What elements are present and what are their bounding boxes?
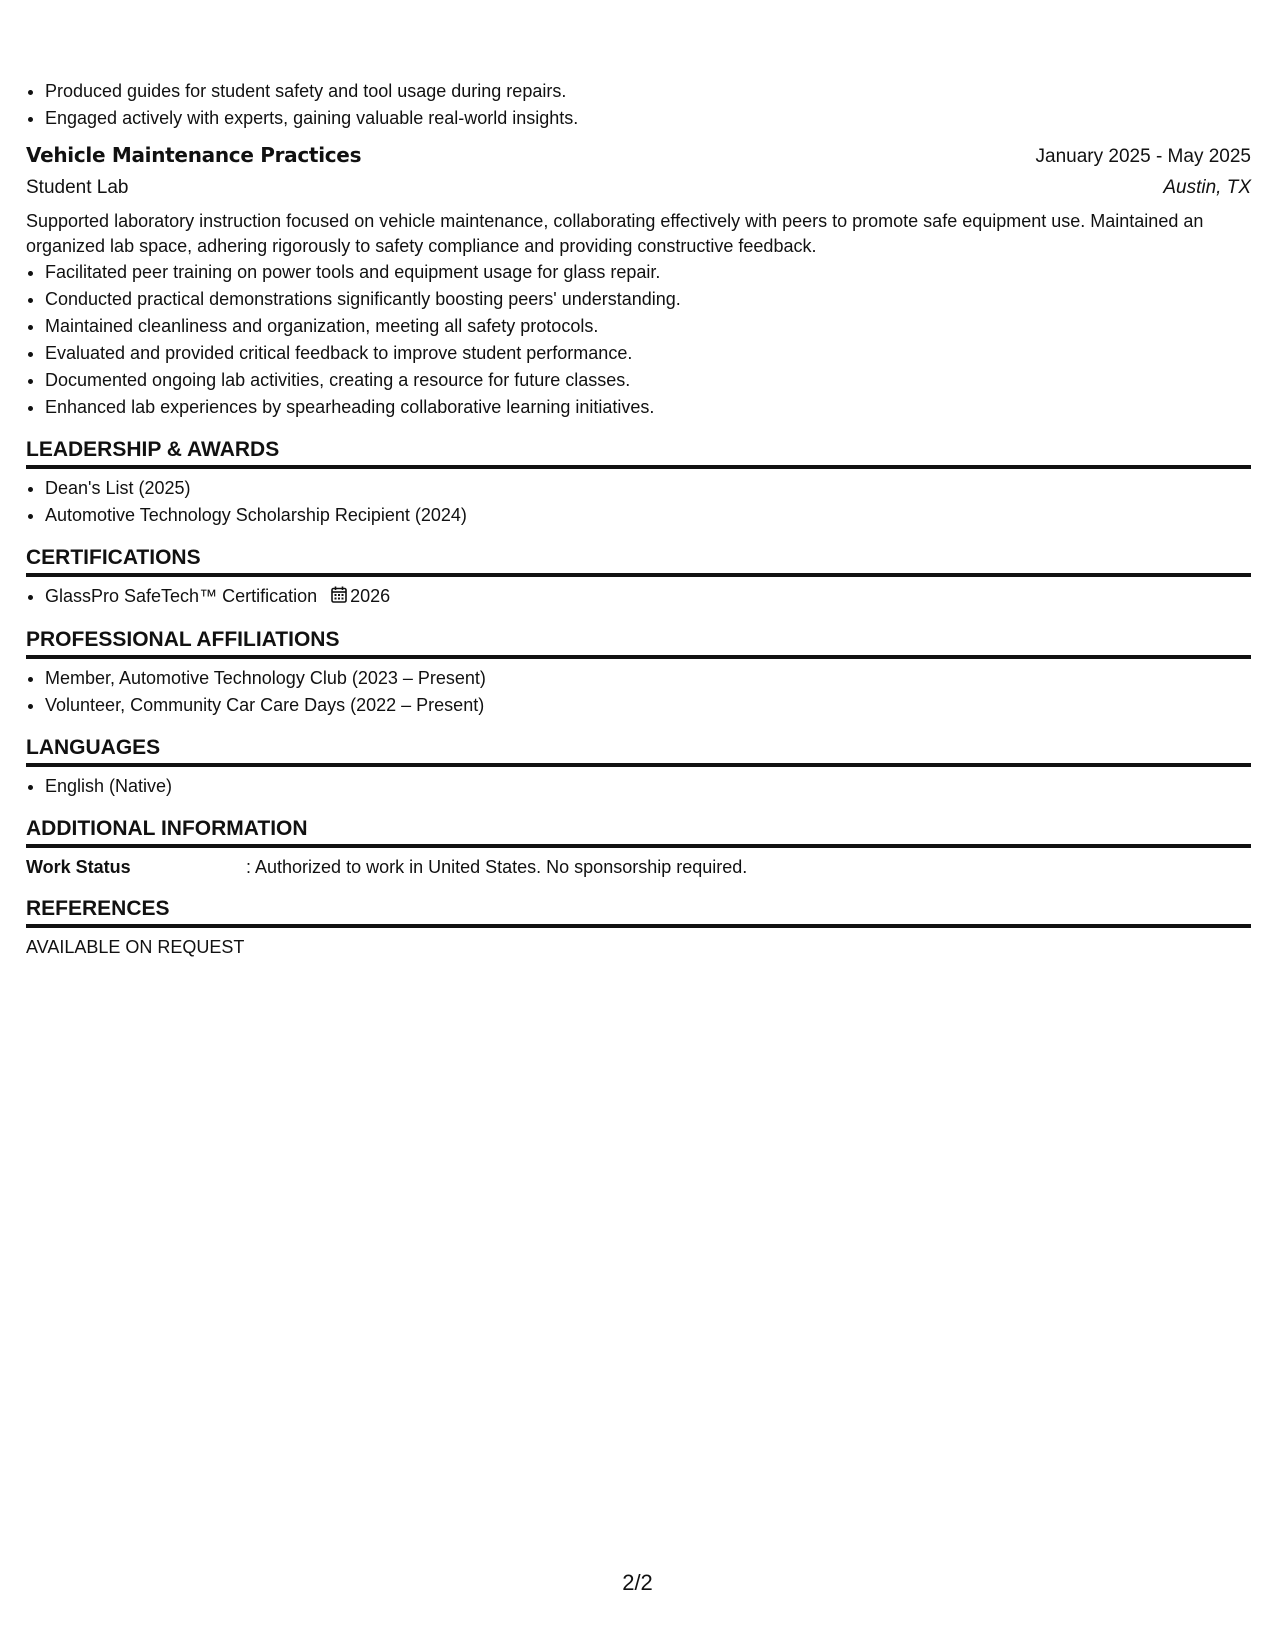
list-item	[45, 583, 1251, 611]
certification-name: GlassPro SafeTech™ Certification	[45, 586, 318, 606]
section-title: CERTIFICATIONS	[26, 543, 1251, 577]
list-item: • Conducted practical demonstrations significantly boosting peers' understanding.	[45, 286, 1251, 313]
list-item: • English (Native)	[45, 773, 1251, 800]
certifications-list	[26, 583, 1251, 611]
list-item: • Engaged actively with experts, gaining valuable real-world insights.	[45, 105, 1251, 132]
certification-year: 2026	[350, 586, 391, 606]
list-item: • Produced guides for student safety and tool usage during repairs.	[45, 78, 1251, 105]
list-item: • Dean's List (2025)	[45, 475, 1251, 502]
work-status-label: Work Status	[26, 856, 131, 877]
leadership-list	[26, 475, 1251, 529]
work-status-value: : Authorized to work in United States. No sponsorship required.	[246, 856, 748, 877]
job-bullets	[26, 259, 1251, 421]
calendar-icon	[331, 584, 347, 611]
job-header	[26, 138, 1251, 174]
list-item: • Maintained cleanliness and organization, meeting all safety protocols.	[45, 313, 1251, 340]
leadership-section	[26, 435, 1251, 529]
list-item: • Automotive Technology Scholarship Recipient (2024)	[45, 502, 1251, 529]
list-item: • Facilitated peer training on power tools and equipment usage for glass repair.	[45, 259, 1251, 286]
page-number: 2/2	[622, 1570, 653, 1595]
job-summary: Supported laboratory instruction focused on vehicle maintenance, collaborating effectively with peers to promote safe equipment use. Maintained an organized lab space, adhering rigorously to safety compliance and providing constructive feedback.	[26, 211, 1204, 256]
job-dates: January 2025 - May 2025	[1035, 146, 1251, 167]
job-entry	[26, 138, 1251, 421]
section-title: ADDITIONAL INFORMATION	[26, 814, 1251, 848]
additional-info-section	[26, 814, 1251, 880]
section-title: LEADERSHIP & AWARDS	[26, 435, 1251, 469]
list-item: • Enhanced lab experiences by spearheading collaborative learning initiatives.	[45, 394, 1251, 421]
job-location: Austin, TX	[1163, 177, 1251, 198]
references-text: AVAILABLE ON REQUEST	[26, 936, 245, 957]
job-title: Vehicle Maintenance Practices	[26, 143, 362, 167]
affiliations-list	[26, 665, 1251, 719]
list-item: • Member, Automotive Technology Club (2023 – Present)	[45, 665, 1251, 692]
job-subheader	[26, 173, 1251, 203]
work-status-row	[26, 854, 1251, 880]
resume-page	[26, 78, 1251, 960]
certifications-section	[26, 543, 1251, 611]
list-item: • Volunteer, Community Car Care Days (2022 – Present)	[45, 692, 1251, 719]
references-section	[26, 894, 1251, 960]
section-title: PROFESSIONAL AFFILIATIONS	[26, 625, 1251, 659]
section-title: REFERENCES	[26, 894, 1251, 928]
languages-list	[26, 773, 1251, 800]
previous-job-bullets	[26, 78, 1251, 132]
job-organization: Student Lab	[26, 177, 129, 198]
languages-section	[26, 733, 1251, 800]
list-item: • Evaluated and provided critical feedback to improve student performance.	[45, 340, 1251, 367]
affiliations-section	[26, 625, 1251, 719]
list-item: • Documented ongoing lab activities, creating a resource for future classes.	[45, 367, 1251, 394]
section-title: LANGUAGES	[26, 733, 1251, 767]
